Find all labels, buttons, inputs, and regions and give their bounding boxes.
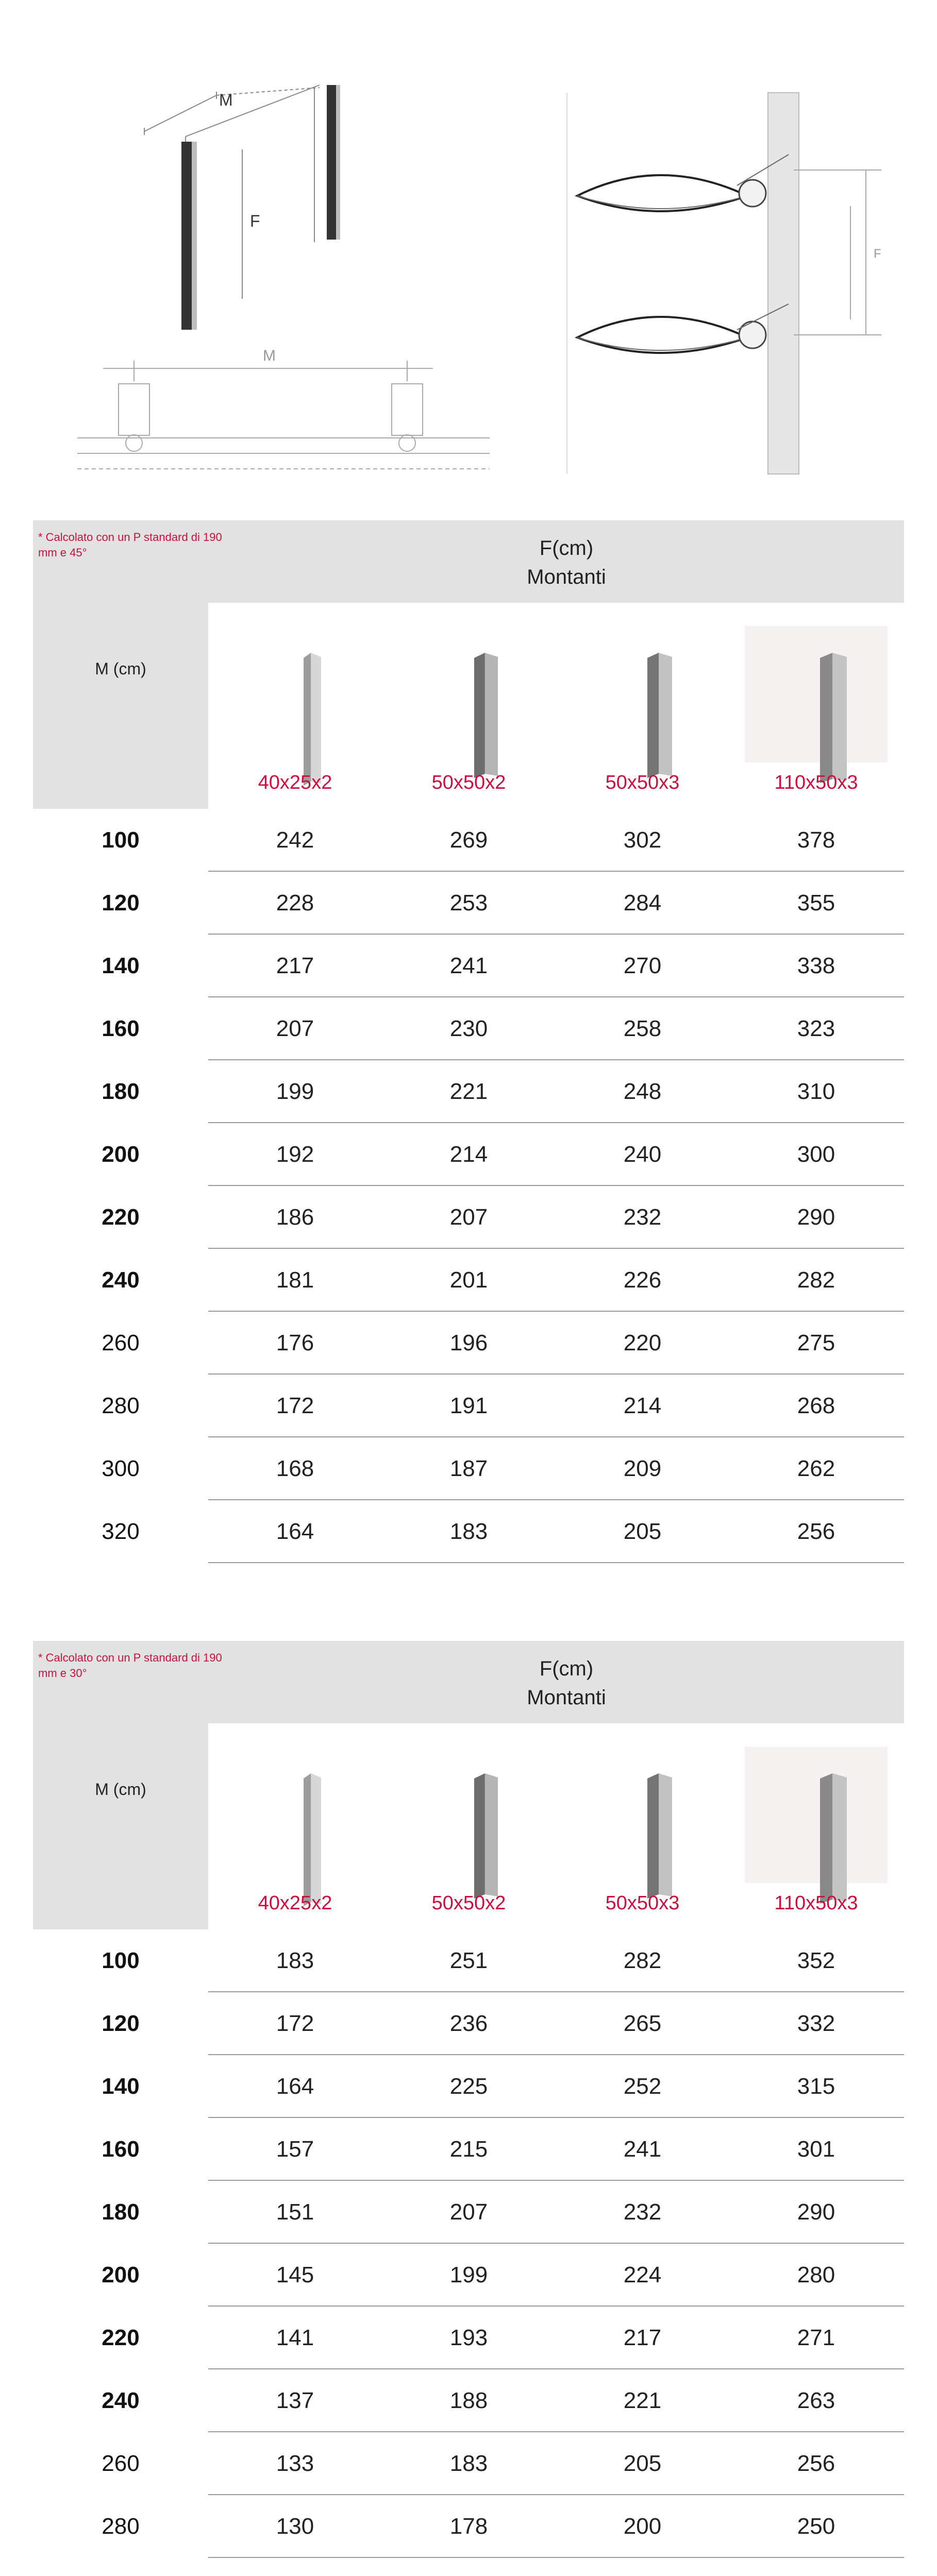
table-header: [33, 1641, 904, 1723]
f-header: F(cm): [539, 537, 594, 560]
m-value: 280: [102, 2514, 140, 2539]
f-value: 256: [797, 2451, 835, 2476]
m-value: 280: [102, 1393, 140, 1418]
f-value: 302: [623, 827, 662, 853]
f-value: 284: [623, 890, 662, 916]
f-value: 187: [449, 1456, 488, 1481]
f-value: 301: [797, 2137, 835, 2162]
f-value: 300: [797, 1142, 835, 1167]
f-value: [208, 2558, 382, 2576]
f-value: 217: [623, 2325, 662, 2350]
f-value: 193: [449, 2325, 488, 2350]
table-row: [33, 1500, 904, 1563]
cross-section-drawing: [567, 93, 881, 474]
f-value: 192: [276, 1142, 314, 1167]
table-row: [33, 1992, 904, 2055]
f-value: 241: [623, 2137, 662, 2162]
profile-column-0: [208, 1723, 382, 1929]
installation-diagram: [0, 0, 937, 484]
f-value: 263: [797, 2388, 835, 2413]
m-value: 140: [102, 953, 140, 978]
f-value: 251: [449, 1948, 488, 1973]
f-value: 242: [276, 827, 314, 853]
m-header-cell: [33, 603, 208, 809]
table-row: [33, 2495, 904, 2558]
f-value: [556, 2558, 729, 2576]
profile-label: 40x25x2: [258, 1892, 332, 1914]
m-value: 140: [102, 2074, 140, 2099]
table-row: [33, 935, 904, 997]
table-body: [33, 809, 904, 1563]
f-value: 215: [449, 2137, 488, 2162]
m-value: 100: [102, 827, 140, 853]
f-value: 214: [449, 1142, 488, 1167]
table-row: [33, 1249, 904, 1312]
technical-drawings: [0, 0, 937, 484]
m-value: 160: [102, 1016, 140, 1041]
f-value: 290: [797, 2199, 835, 2225]
f-value: [382, 2558, 556, 2576]
f-value: 176: [276, 1330, 314, 1355]
table-row: [33, 2055, 904, 2118]
montanti-header: Montanti: [527, 1686, 606, 1709]
table-row: [33, 2118, 904, 2181]
f-value: 252: [623, 2074, 662, 2099]
f-value: 236: [449, 2011, 488, 2036]
f-value: 230: [449, 1016, 488, 1041]
f-value: [729, 2558, 903, 2576]
f-value: 181: [276, 1267, 314, 1293]
f-value: 172: [276, 1393, 314, 1418]
f-value: 137: [276, 2388, 314, 2413]
f-value: 232: [623, 1205, 662, 1230]
profile-image: [224, 626, 366, 762]
m-header: M (cm): [95, 1780, 146, 1799]
table-row: [33, 2181, 904, 2244]
f-value: 224: [623, 2262, 662, 2287]
f-value: 200: [623, 2514, 662, 2539]
profile-label: 40x25x2: [258, 772, 332, 793]
f-value: 205: [623, 1519, 662, 1544]
table-row: [33, 809, 904, 872]
f-value: 221: [449, 1079, 488, 1104]
table-row: [33, 1375, 904, 1437]
f-value: 220: [623, 1330, 662, 1355]
f-value: 280: [797, 2262, 835, 2287]
m-value: 200: [102, 2262, 140, 2287]
profile-column-0: [208, 603, 382, 809]
f-value: 133: [276, 2451, 314, 2476]
profile-label: 50x50x3: [605, 1892, 680, 1914]
f-value: 269: [449, 827, 488, 853]
f-value: 355: [797, 890, 835, 916]
f-value: 209: [623, 1456, 662, 1481]
f-value: 221: [623, 2388, 662, 2413]
m-value: 240: [102, 1267, 140, 1293]
f-value: 332: [797, 2011, 835, 2036]
f-value: 214: [623, 1393, 662, 1418]
m-value: 300: [102, 1456, 140, 1481]
f-value: 164: [276, 1519, 314, 1544]
f-value: 240: [623, 1142, 662, 1167]
f-value: 205: [623, 2451, 662, 2476]
f-value: 352: [797, 1948, 835, 1973]
f-value: 145: [276, 2262, 314, 2287]
f-value: 188: [449, 2388, 488, 2413]
profile-column-3: [729, 1723, 903, 1929]
label-m: M: [219, 91, 233, 109]
f-value: 282: [797, 1267, 835, 1293]
profile-label: 110x50x3: [774, 1892, 858, 1914]
f-value: 207: [449, 2199, 488, 2225]
f-value: 268: [797, 1393, 835, 1418]
f-value: 172: [276, 2011, 314, 2036]
calc-note: * Calcolato con un P standard di 190 mm e 30°: [38, 1651, 222, 1680]
f-value: 141: [276, 2325, 314, 2350]
table-header: [33, 520, 904, 603]
column-group-title: [229, 1654, 904, 1712]
f-value: 183: [449, 2451, 488, 2476]
profile-column-2: [556, 1723, 729, 1929]
table-row: [33, 1123, 904, 1186]
label-m-bottom: M: [263, 347, 276, 364]
m-value: 320: [102, 1519, 140, 1544]
f-header: F(cm): [539, 1657, 594, 1680]
profile-column-1: [382, 1723, 556, 1929]
f-value: 270: [623, 953, 662, 978]
table-body: [33, 1929, 904, 2576]
calc-note: * Calcolato con un P standard di 190 mm e 45°: [38, 531, 222, 559]
profile-header-row: [33, 1723, 904, 1929]
f-value: 225: [449, 2074, 488, 2099]
f-value: 164: [276, 2074, 314, 2099]
table-row: [33, 2369, 904, 2432]
m-value: 180: [102, 1079, 140, 1104]
m-value: 260: [102, 1330, 140, 1355]
f-value: 290: [797, 1205, 835, 1230]
m-value: 180: [102, 2199, 140, 2225]
profile-image: [397, 626, 540, 762]
m-value: 200: [102, 1142, 140, 1167]
f-value: 217: [276, 953, 314, 978]
f-value: 183: [276, 1948, 314, 1973]
f-value: 196: [449, 1330, 488, 1355]
f-value: 178: [449, 2514, 488, 2539]
m-value: 100: [102, 1948, 140, 1973]
f-value: 315: [797, 2074, 835, 2099]
profile-label: 50x50x3: [605, 772, 680, 793]
m-value: 260: [102, 2451, 140, 2476]
f-value: 232: [623, 2199, 662, 2225]
perspective-drawing: [144, 85, 320, 330]
table-row: [33, 1312, 904, 1375]
f-value: 191: [449, 1393, 488, 1418]
f-value: 248: [623, 1079, 662, 1104]
f-value: 186: [276, 1205, 314, 1230]
montanti-header: Montanti: [527, 566, 606, 588]
m-value: 220: [102, 1205, 140, 1230]
f-value: 207: [449, 1205, 488, 1230]
profile-image: [397, 1747, 540, 1883]
table-row: [33, 1060, 904, 1123]
f-value: 258: [623, 1016, 662, 1041]
profile-header-row: [33, 603, 904, 809]
m-header-cell: [33, 1723, 208, 1929]
table-row: [33, 2244, 904, 2307]
profile-label: 50x50x2: [431, 1892, 506, 1914]
profile-image: [745, 626, 888, 762]
m-value: 240: [102, 2388, 140, 2413]
table-row: [33, 2558, 904, 2576]
table-row: [33, 2307, 904, 2369]
profile-image: [745, 1747, 888, 1883]
m-header: M (cm): [95, 659, 146, 678]
f-value: 323: [797, 1016, 835, 1041]
f-value: 256: [797, 1519, 835, 1544]
f-value: 253: [449, 890, 488, 916]
table-row: [33, 2432, 904, 2495]
f-value: 130: [276, 2514, 314, 2539]
f-value: 226: [623, 1267, 662, 1293]
m-value: 220: [102, 2325, 140, 2350]
left-post: [181, 142, 193, 330]
profile-image: [224, 1747, 366, 1883]
table-row: [33, 1929, 904, 1992]
profile-image: [571, 1747, 714, 1883]
label-f-right: F: [874, 247, 881, 261]
row-divider: [208, 1562, 904, 1563]
f-value: 310: [797, 1079, 835, 1104]
f-value: 199: [449, 2262, 488, 2287]
m-value: 160: [102, 2137, 140, 2162]
f-value: 282: [623, 1948, 662, 1973]
top-view-drawing: [77, 361, 490, 469]
f-value: 241: [449, 953, 488, 978]
f-value: 228: [276, 890, 314, 916]
f-value: 275: [797, 1330, 835, 1355]
profile-label: 110x50x3: [774, 772, 858, 793]
profile-column-2: [556, 603, 729, 809]
f-value: 183: [449, 1519, 488, 1544]
profile-image: [571, 626, 714, 762]
f-value: 168: [276, 1456, 314, 1481]
f-value: 378: [797, 827, 835, 853]
profile-column-1: [382, 603, 556, 809]
f-value: 207: [276, 1016, 314, 1041]
load-table-45: [33, 520, 904, 1563]
f-value: 338: [797, 953, 835, 978]
label-f: F: [250, 212, 260, 230]
f-value: 250: [797, 2514, 835, 2539]
m-value: 120: [102, 890, 140, 916]
right-post: [327, 85, 337, 240]
table-row: [33, 1186, 904, 1249]
f-value: 201: [449, 1267, 488, 1293]
column-group-title: [229, 534, 904, 591]
profile-column-3: [729, 603, 903, 809]
profile-label: 50x50x2: [431, 772, 506, 793]
table-row: [33, 1437, 904, 1500]
f-value: 265: [623, 2011, 662, 2036]
f-value: 157: [276, 2137, 314, 2162]
m-value: 120: [102, 2011, 140, 2036]
f-value: 199: [276, 1079, 314, 1104]
f-value: 151: [276, 2199, 314, 2225]
load-table-30: [33, 1641, 904, 2576]
m-value: [33, 2558, 208, 2576]
table-row: [33, 997, 904, 1060]
f-value: 271: [797, 2325, 835, 2350]
f-value: 262: [797, 1456, 835, 1481]
table-row: [33, 872, 904, 935]
